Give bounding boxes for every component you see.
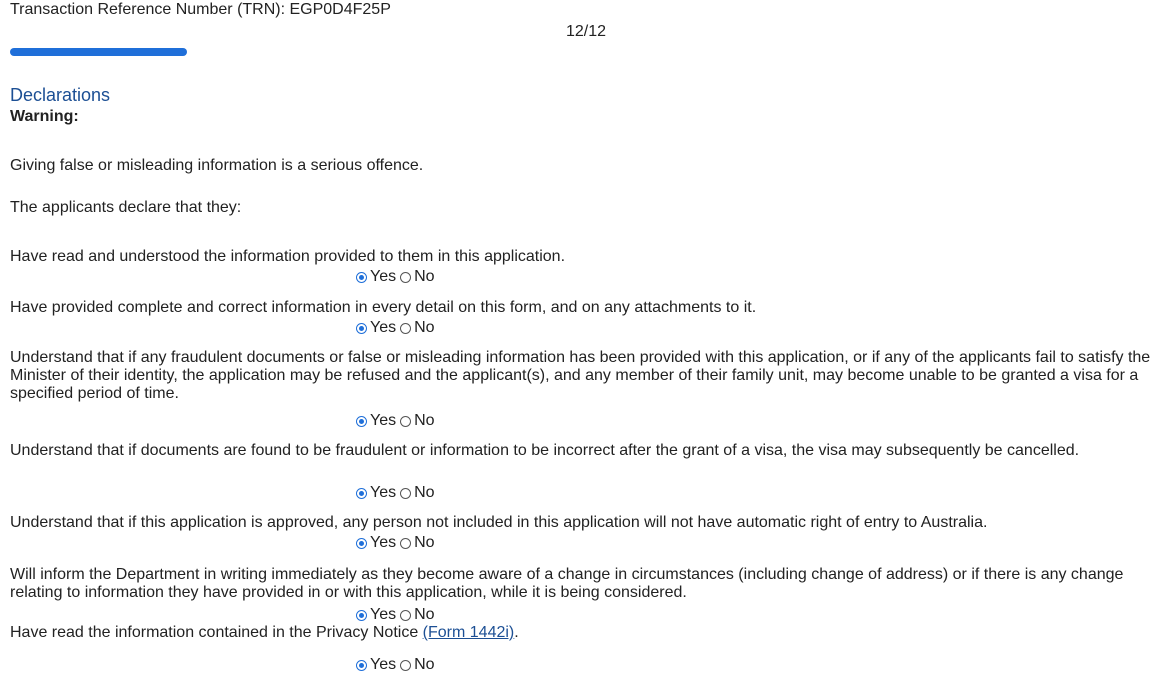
yes-radio[interactable]: [356, 272, 367, 283]
yes-no-group: [356, 268, 439, 286]
step-indicator: 12/12: [566, 23, 607, 40]
yes-radio[interactable]: [356, 660, 367, 671]
trn-label: Transaction Reference Number (TRN): EGP0D4F25P: [10, 1, 391, 18]
yes-no-group: [356, 319, 439, 337]
no-option[interactable]: [400, 656, 434, 674]
no-label: No: [414, 268, 435, 285]
yes-option[interactable]: [356, 412, 396, 430]
no-label: No: [414, 484, 435, 501]
declaration-intro: The applicants declare that they:: [10, 199, 242, 216]
yes-option[interactable]: [356, 268, 396, 286]
no-radio[interactable]: [400, 323, 411, 334]
yes-option[interactable]: [356, 534, 396, 552]
privacy-notice-text: Have read the information contained in the Privacy Notice: [10, 624, 423, 641]
yes-no-group: [356, 606, 439, 624]
yes-radio[interactable]: [356, 416, 367, 427]
declaration-question: [10, 624, 1160, 642]
no-radio[interactable]: [400, 538, 411, 549]
yes-radio[interactable]: [356, 610, 367, 621]
no-option[interactable]: [400, 412, 434, 430]
progress-bar: [10, 48, 187, 56]
no-radio[interactable]: [400, 660, 411, 671]
yes-label: Yes: [370, 484, 397, 501]
declaration-question: Have provided complete and correct information in every detail on this form, and on any attachments to it.: [10, 299, 757, 316]
yes-no-group: [356, 412, 439, 430]
declaration-question: Understand that if any fraudulent documents or false or misleading information has been provided with this application, or if any of the applicants fail to satisfy the Minister of their identity, the application may be refused and the applicant(s), and any member of their family unit, may become unable to be granted a visa for a specified period of time.: [10, 349, 1151, 402]
no-option[interactable]: [400, 268, 434, 286]
no-label: No: [414, 319, 435, 336]
declaration-question: Will inform the Department in writing immediately as they become aware of a change in circumstances (including change of address) or if there is any change relating to information they have provided in or with this application, while it is being considered.: [10, 566, 1124, 601]
no-option[interactable]: [400, 319, 434, 337]
no-label: No: [414, 412, 435, 429]
yes-radio[interactable]: [356, 538, 367, 549]
yes-radio[interactable]: [356, 323, 367, 334]
warning-label: Warning:: [10, 108, 79, 125]
privacy-form-link[interactable]: (Form 1442i): [422, 624, 515, 641]
yes-label: Yes: [370, 268, 397, 285]
declaration-question: Understand that if documents are found to be fraudulent or information to be incorrect after the grant of a visa, the visa may subsequently be cancelled.: [10, 442, 1080, 459]
yes-option[interactable]: [356, 656, 396, 674]
yes-option[interactable]: [356, 484, 396, 502]
warning-text: Giving false or misleading information is a serious offence.: [10, 157, 424, 174]
privacy-notice-end: .: [514, 624, 519, 641]
no-label: No: [414, 534, 435, 551]
no-option[interactable]: [400, 534, 434, 552]
no-label: No: [414, 606, 435, 623]
declaration-question: Understand that if this application is approved, any person not included in this application will not have automatic right of entry to Australia.: [10, 514, 988, 531]
yes-no-group: [356, 656, 439, 674]
yes-label: Yes: [370, 534, 397, 551]
yes-label: Yes: [370, 606, 397, 623]
no-label: No: [414, 656, 435, 673]
section-title: Declarations: [10, 85, 111, 105]
yes-label: Yes: [370, 656, 397, 673]
yes-radio[interactable]: [356, 488, 367, 499]
declaration-question: Have read and understood the information provided to them in this application.: [10, 248, 566, 265]
yes-no-group: [356, 484, 439, 502]
progress-fill: [10, 48, 187, 56]
no-option[interactable]: [400, 484, 434, 502]
no-option[interactable]: [400, 606, 434, 624]
yes-option[interactable]: [356, 606, 396, 624]
yes-no-group: [356, 534, 439, 552]
no-radio[interactable]: [400, 610, 411, 621]
yes-option[interactable]: [356, 319, 396, 337]
yes-label: Yes: [370, 412, 397, 429]
no-radio[interactable]: [400, 416, 411, 427]
yes-label: Yes: [370, 319, 397, 336]
no-radio[interactable]: [400, 488, 411, 499]
no-radio[interactable]: [400, 272, 411, 283]
